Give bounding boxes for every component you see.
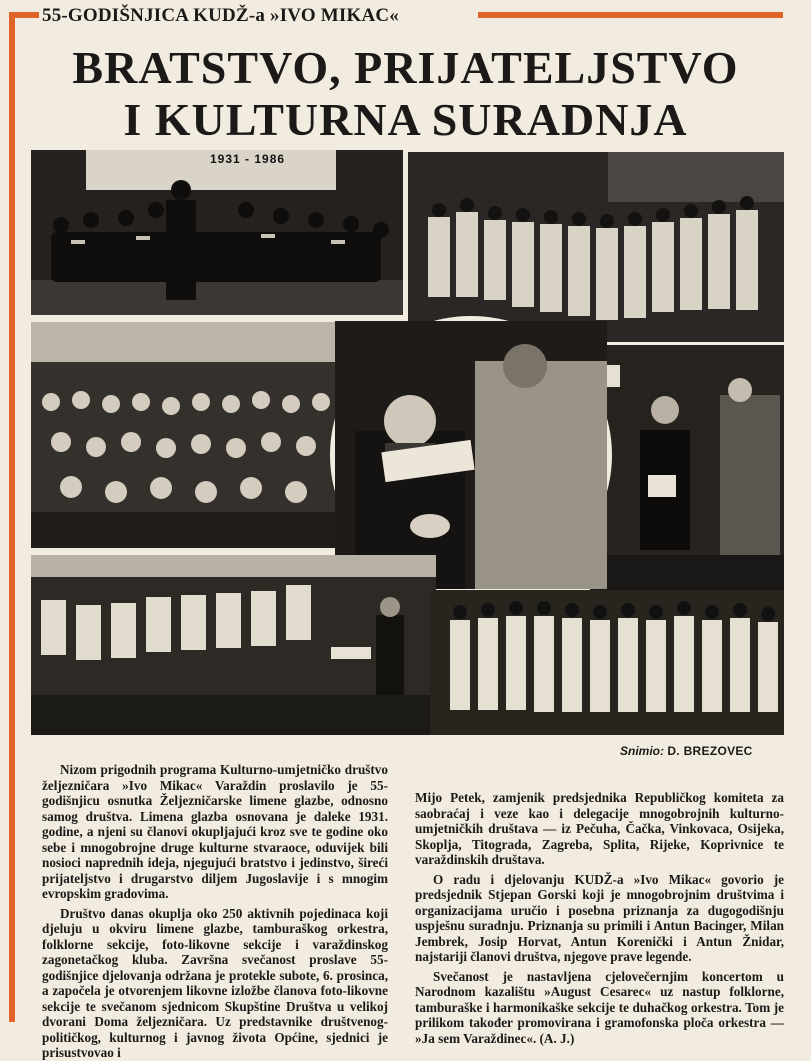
photo-audience [31,322,361,548]
article-column-2 [415,790,784,1046]
accent-bar-top-left [9,12,39,18]
kicker-title: 55-GODIŠNJICA KUDŽ-a »IVO MIKAC« [42,5,400,26]
year-label: 1931 - 1986 [210,152,286,166]
article-column-1 [42,762,388,1060]
headline-line-2: I KULTURNA SURADNJA [123,94,688,145]
accent-bar-left [9,12,15,1022]
accent-bar-top-right [478,12,783,18]
article-paragraph: Mijo Petek, zamjenik predsjednika Republičkog komiteta za saobraćaj i veze kao i delegacije mnogobrojnih kulturno-umjetničkih društava — iz Pečuha, Čačka, Vinkovaca, Osijeka, Skoplja, Titograda, Zagreba, Splita, Rijeke, Koprivnice te varaždinskih društava. [415,790,784,867]
article-paragraph: Društvo danas okuplja oko 250 aktivnih pojedinaca koji djeluju u okviru limene glazbe, tamburaškog orkestra, folklorne sekcije, foto-likovne sekcije i varaždinskog zagonetačkog kluba. Završna svečanost proslave 55-godišnjice djelovanja održana je protekle subote, 6. prosinca, a započela je otvorenjem likovne izložbe članova foto-likovne sekcije te svečanom sjednicom Skupštine Društva u velikoj dvorani Doma željezničara. Uz predstavnike društvenog-političkog, kulturnog i javnog života Općine, sjednici je prisustvovao i [42,905,388,1060]
photo-speaker-podium [590,345,784,595]
photo-credit [620,744,753,758]
photo-credit-name: D. BREZOVEC [667,744,753,758]
article-paragraph: Svečanost je nastavljena cjelovečernjim koncertom u Narodnom kazalištu »August Cesarec« uz nastup folklorne, tamburaške i harmonikaške sekcije te duhačkog orkestra. Tom je prilikom također promovirana i gramofonska ploča orkestra — »Ja sem Varaždinec«. (A. J.) [415,968,784,1046]
photo-award-handshake [330,316,612,594]
article-paragraph: O radu i djelovanju KUDŽ-a »Ivo Mikac« govorio je predsjednik Stjepan Gorski koji je mnogobrojnim društvima i organizacijama uručio i posebna priznanja za dugogodišnju uspješnu suradnju. Priznanja su primili i Antun Bacinger, Milan Jembrek, Josip Horvat, Antun Korenički i Antun Žnidar, najstariji članovi društva, njegove prave legende. [415,871,784,964]
headline-line-1: BRATSTVO, PRIJATELJSTVO [72,42,739,93]
photo-credit-prefix: Snimio: [620,744,664,758]
article-paragraph: Nizom prigodnih programa Kulturno-umjetničko društvo željezničara »Ivo Mikac« Varaždin proslavilo je 55-godišnjicu osnutka Željezničarske limene glazbe, odnosno samog društva. Limena glazba osnovana je daleke 1931. godine, a njeni su članovi okupljajući kroz sve te godine oko sebe i mnogobrojne druge kulturne stvaraoce, oduvijek bili nosioci naprednih ideja, njegujući bratstvo i jedinstvo, šireći prijateljstvo i drugarstvo diljem Jugoslavije i s mnogim evropskim gradovima. [42,762,388,901]
photo-brass-band [31,150,403,315]
photo-folk-ensemble [430,590,784,735]
photo-tamburica-orchestra [31,555,436,735]
photo-folk-choir [408,152,784,342]
